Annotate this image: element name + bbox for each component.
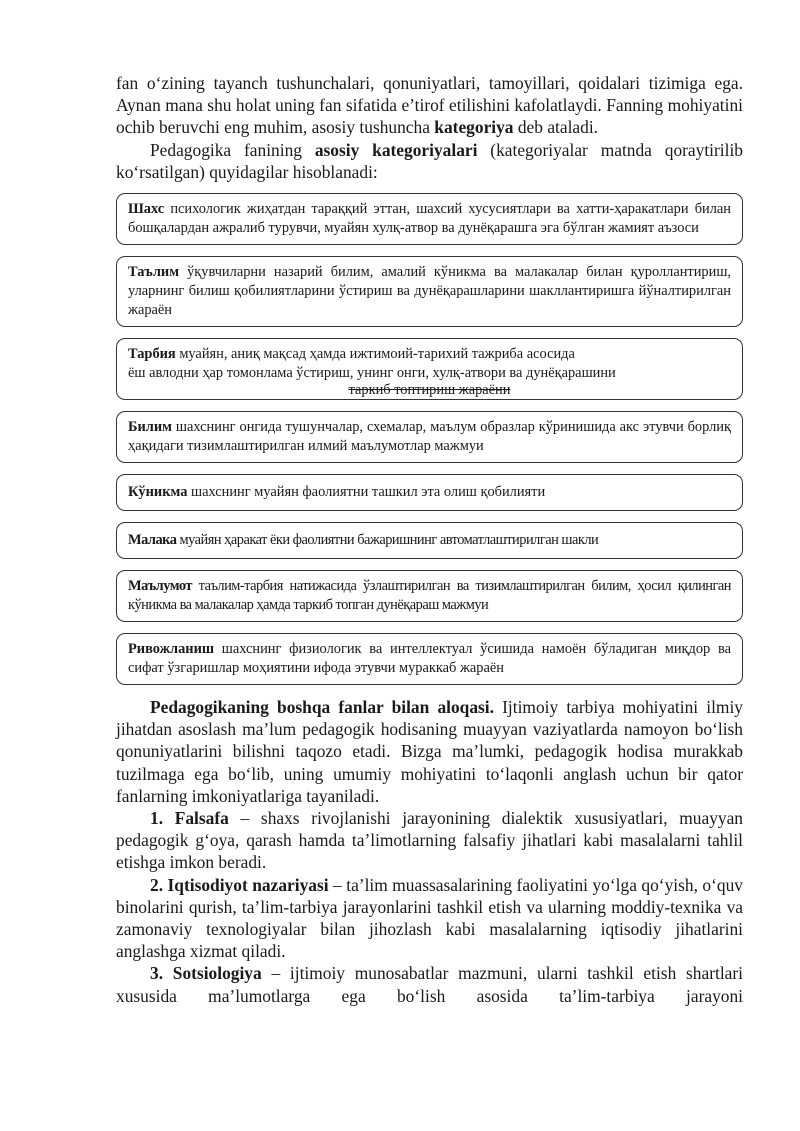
category-definition: таълим-тарбия натижасида ўзлаштирилган ва тизимлаштирилган билим, ҳосил қилинган кўникма ва малакалар ҳамда таркиб топган дунёқараш мажмуи <box>128 578 731 614</box>
category-term: Ривожланиш <box>128 641 215 658</box>
category-term: Кўникма <box>128 484 188 501</box>
section-heading: Pedagogikaning boshqa fanlar bilan aloqasi. <box>150 697 494 718</box>
category-definition: психологик жиҳатдан тараққий эттан, шахсий хусусиятлари ва хатти-ҳаракатлари билан бошқалардан ажралиб турувчи, муайян хулқ-атвор ва дунёқарашга эга бўлган жамият аъзоси <box>128 201 731 237</box>
category-term: Маълумот <box>128 578 192 595</box>
category-box-malumot <box>116 570 743 622</box>
document-page <box>116 72 743 1007</box>
category-boxes <box>116 193 743 685</box>
category-term: Таълим <box>128 264 179 281</box>
category-definition-line: ёш авлодни ҳар томонлама ўстириш, унинг онги, хулқ-атвори ва дунёқарашини <box>128 365 616 382</box>
category-term: Шахс <box>128 201 165 218</box>
category-definition: шахснинг онгида тушунчалар, схемалар, маълум образлар кўринишида акс этувчи борлиқ ҳақидаги тизимлаштирилган илмий маълумотлар мажмуи <box>128 419 731 455</box>
category-box-rivojlanish <box>116 633 743 685</box>
section-paragraph: Pedagogikaning boshqa fanlar bilan aloqasi. Ijtimoiy tarbiya mohiyatini ilmiy jihatdan asoslash ma’lum pedagogik hodisaning muayyan vaziyatlarda namoyon bo‘lish qonuniyatlarini bilishni taqozo etadi. Bizga ma’lumki, pedagogik hodisa murakkab tuzilmaga ega bo‘lib, uning umumiy mohiyatini to‘laqonli anglash uchun bir qator fanlarning imkoniyatlariga tayaniladi. <box>116 697 743 806</box>
list-item-sotsiologiya: 3. Sotsiologiya – ijtimoiy munosabatlar mazmuni, ularni tashkil etish shartlari xususida ma’lumotlarga ega bo‘lish asosida ta’lim-tarbiya jarayoni <box>116 963 743 1006</box>
category-definition-line: таркиб топтириш жараёни <box>348 382 511 399</box>
list-item-iqtisodiyot: 2. Iqtisodiyot nazariyasi – ta’lim muassasalarining faoliyatini yo‘lga qo‘yish, o‘quv binolarini qurish, ta’lim-tarbiya jarayonlarini tashkil etish va ularning moddiy-texnika va zamonaviy texnologiyalar bilan jihozlash kabi masalalarning iqtisodiy jihatlarini anglashga xizmat qiladi. <box>116 874 743 962</box>
category-definition: муайян ҳаракат ёки фаолиятни бажаришнинг автоматлаштирилган шакли <box>176 532 599 549</box>
category-box-shaxs <box>116 193 743 245</box>
list-item-label: 2. Iqtisodiyot nazariyasi <box>150 874 329 895</box>
intro-paragraph: fan o‘zining tayanch tushunchalari, qonuniyatlari, tamoyillari, qoidalari tizimiga ega. Aynan mana shu holat uning fan sifatida e’tirof etilishini kafolatlaydi. Fanning mohiyatini ochib beruvchi eng muhim, asosiy tushuncha kategoriya deb ataladi. <box>116 73 743 138</box>
category-term: Тарбия <box>128 346 176 363</box>
category-definition: ўқувчиларни назарий билим, амалий кўникма ва малакалар билан қуроллантириш, уларнинг билиш қобилиятларини ўстириш ва дунёқарашларини шакллантиришга йўналтирилган жараён <box>128 264 731 319</box>
category-definition: шахснинг физиологик ва интеллектуал ўсишида намоён бўладиган миқдор ва сифат ўзгаришлар моҳиятини ифода этувчи мураккаб жараён <box>128 641 731 677</box>
category-box-talim <box>116 256 743 327</box>
term-kategoriya: kategoriya <box>434 117 514 138</box>
list-item-label: 1. Falsafa <box>150 808 229 829</box>
category-box-malaka <box>116 522 743 559</box>
category-term: Билим <box>128 419 172 436</box>
categories-intro-paragraph: Pedagogika fanining asosiy kategoriyalari (kategoriyalar matnda qoraytirilib ko‘rsatilgan) quyidagilar hisoblanadi: <box>116 139 743 182</box>
category-box-bilim <box>116 411 743 463</box>
term-asosiy-kategoriyalari: asosiy kategoriyalari <box>314 139 478 160</box>
list-item-falsafa: 1. Falsafa – shaxs rivojlanishi jarayonining dialektik xususiyatlari, muayyan pedagogik g‘oya, qarash hamda ta’limotlarning falsafiy jihatlari kabi masalalarni tahlil etishga imkon beradi. <box>116 808 743 873</box>
category-definition: муайян, аниқ мақсад ҳамда ижтимоий-тарихий тажриба асосида <box>175 346 575 363</box>
category-box-konikma <box>116 474 743 511</box>
list-item-label: 3. Sotsiologiya <box>150 963 262 984</box>
category-box-tarbiya <box>116 338 743 400</box>
category-definition: шахснинг муайян фаолиятни ташкил эта олиш қобилияти <box>187 484 546 501</box>
category-term: Малака <box>128 532 177 549</box>
